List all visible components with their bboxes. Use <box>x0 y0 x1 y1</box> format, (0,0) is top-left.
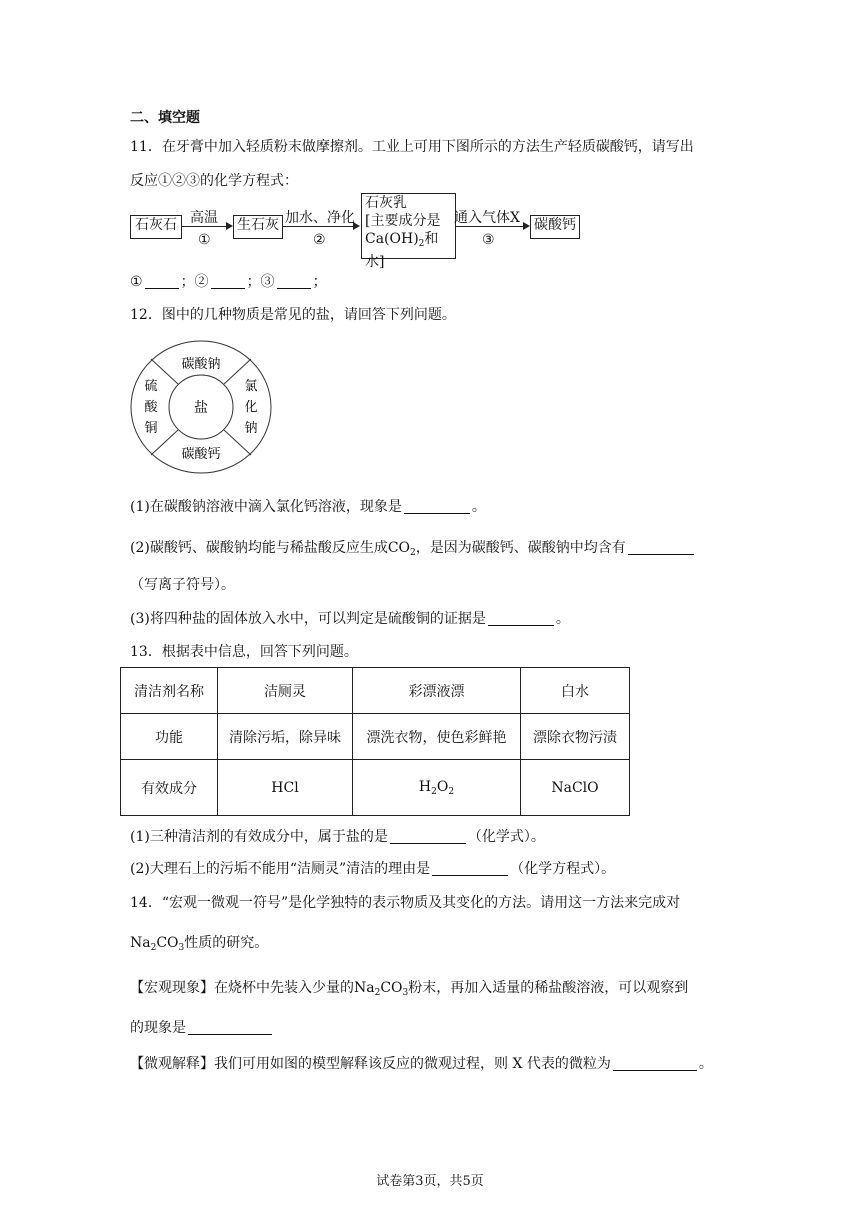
section-title: 二、填空题 <box>130 110 200 126</box>
q11-blank-3[interactable] <box>277 274 311 289</box>
salt-wheel-diagram <box>130 340 272 474</box>
q14-blank-1[interactable] <box>188 1020 272 1035</box>
wheel-center-label: 盐 <box>194 400 208 416</box>
flow-box-limemilk-line2: [主要成分是 <box>365 213 441 229</box>
wheel-left-char3: 铜 <box>144 421 158 436</box>
flow-box-calcium-carbonate: 碳酸钙 <box>530 215 580 239</box>
q14-line1: 14．“宏观一微观一符号”是化学独特的表示物质及其变化的方法。请用这一方法来完成对 <box>130 895 681 911</box>
table-cell: HCl <box>218 760 353 816</box>
q14-blank-2[interactable] <box>613 1056 697 1071</box>
flow-arrow2-head <box>353 222 360 230</box>
wheel-right-char1: 氯 <box>244 379 258 394</box>
flow-box-limemilk-line3: $Ca(OH)_2$和水] <box>365 231 439 270</box>
flow-arrow3-bottom: ③ <box>482 232 495 248</box>
wheel-right-char3: 钠 <box>244 421 258 436</box>
q12-part1: (1)在碳酸钠溶液中滴入氯化钙溶液，现象是 。 <box>130 499 486 515</box>
q12-blank-1[interactable] <box>404 499 470 514</box>
q12-part3: (3)将四种盐的固体放入水中，可以判定是硫酸铜的证据是 。 <box>130 611 570 627</box>
wheel-left-char2: 酸 <box>144 400 158 415</box>
q12-blank-3[interactable] <box>488 611 554 626</box>
q13-part2: (2)大理石上的污垢不能用“洁厕灵”清洁的理由是 （化学方程式）。 <box>130 861 616 877</box>
table-cell: NaClO <box>521 760 630 816</box>
q11-answer-line: ① ；② ；③ ； <box>130 274 327 290</box>
flow-arrow2-top: 加水、净化 <box>285 210 355 226</box>
flow-arrow3-head <box>523 222 530 230</box>
table-cell: 漂洗衣物，使色彩鲜艳 <box>353 714 521 760</box>
q14-macro-cont: 的现象是 <box>130 1017 274 1037</box>
wheel-bottom-label: 碳酸钙 <box>181 447 221 462</box>
flow-arrow1-head <box>226 222 233 230</box>
q12-blank-2[interactable] <box>628 540 694 555</box>
table-cell: 清除污垢，除异味 <box>218 714 353 760</box>
q13-part1: (1)三种清洁剂的有效成分中，属于盐的是 （化学式）。 <box>130 829 545 845</box>
wheel-top-label: 碳酸钠 <box>181 357 221 372</box>
q13-blank-2[interactable] <box>432 861 508 876</box>
table-cell: 有效成分 <box>121 760 218 816</box>
q14-line2: $Na_2CO_3$性质的研究。 <box>130 935 269 953</box>
table-cell: 白水 <box>521 668 630 714</box>
q11-line1: 11．在牙膏中加入轻质粉末做摩擦剂。工业上可用下图所示的方法生产轻质碳酸钙，请写出 <box>130 139 694 155</box>
table-cell: 洁厕灵 <box>218 668 353 714</box>
flow-arrow2-bottom: ② <box>313 232 326 248</box>
q11-blank-1[interactable] <box>145 274 179 289</box>
table-row <box>121 760 630 816</box>
wheel-right-char2: 化 <box>244 400 258 415</box>
flow-arrow1-top: 高温 <box>190 210 218 226</box>
q13-blank-1[interactable] <box>390 829 466 844</box>
q11-blank-2[interactable] <box>211 274 245 289</box>
q14-macro: 【宏观现象】在烧杯中先装入少量的$Na_2CO_3$粉末，再加入适量的稀盐酸溶液，可以观察到 <box>130 980 689 998</box>
table-cell: 漂除衣物污渍 <box>521 714 630 760</box>
table-cell: 彩漂液漂 <box>353 668 521 714</box>
q12-part2-cont: （写离子符号）。 <box>130 577 235 593</box>
table-row <box>121 714 630 760</box>
flow-box-limestone: 石灰石 <box>130 215 182 239</box>
wheel-left-char1: 硫 <box>144 379 158 394</box>
cleaner-table <box>120 667 630 816</box>
page-footer: 试卷第3页，共5页 <box>376 1174 484 1189</box>
table-cell: 清洁剂名称 <box>121 668 218 714</box>
table-row <box>121 668 630 714</box>
flow-box-quicklime: 生石灰 <box>233 215 283 239</box>
flow-arrow1-line <box>181 226 226 227</box>
q14-micro: 【微观解释】我们可用如图的模型解释该反应的微观过程，则 X 代表的微粒为 。 <box>130 1056 713 1072</box>
table-cell-h2o2: $H_2O_2$ <box>353 760 521 816</box>
q12-intro: 12．图中的几种物质是常见的盐，请回答下列问题。 <box>130 307 456 323</box>
flow-arrow3-line <box>455 226 523 227</box>
q11-line2: 反应①②③的化学方程式： <box>130 173 298 189</box>
flow-arrow1-bottom: ① <box>198 232 211 248</box>
table-cell: 功能 <box>121 714 218 760</box>
q12-part2: (2)碳酸钙、碳酸钠均能与稀盐酸反应生成$CO_2$，是因为碳酸钙、碳酸钠中均含有 <box>130 537 696 558</box>
flow-arrow3-top: 通入气体X <box>454 210 520 226</box>
flow-box-limemilk <box>361 193 456 270</box>
flow-arrow2-line <box>282 226 353 227</box>
q13-intro: 13．根据表中信息，回答下列问题。 <box>130 644 358 660</box>
flow-box-limemilk-line1: 石灰乳 <box>365 195 407 211</box>
